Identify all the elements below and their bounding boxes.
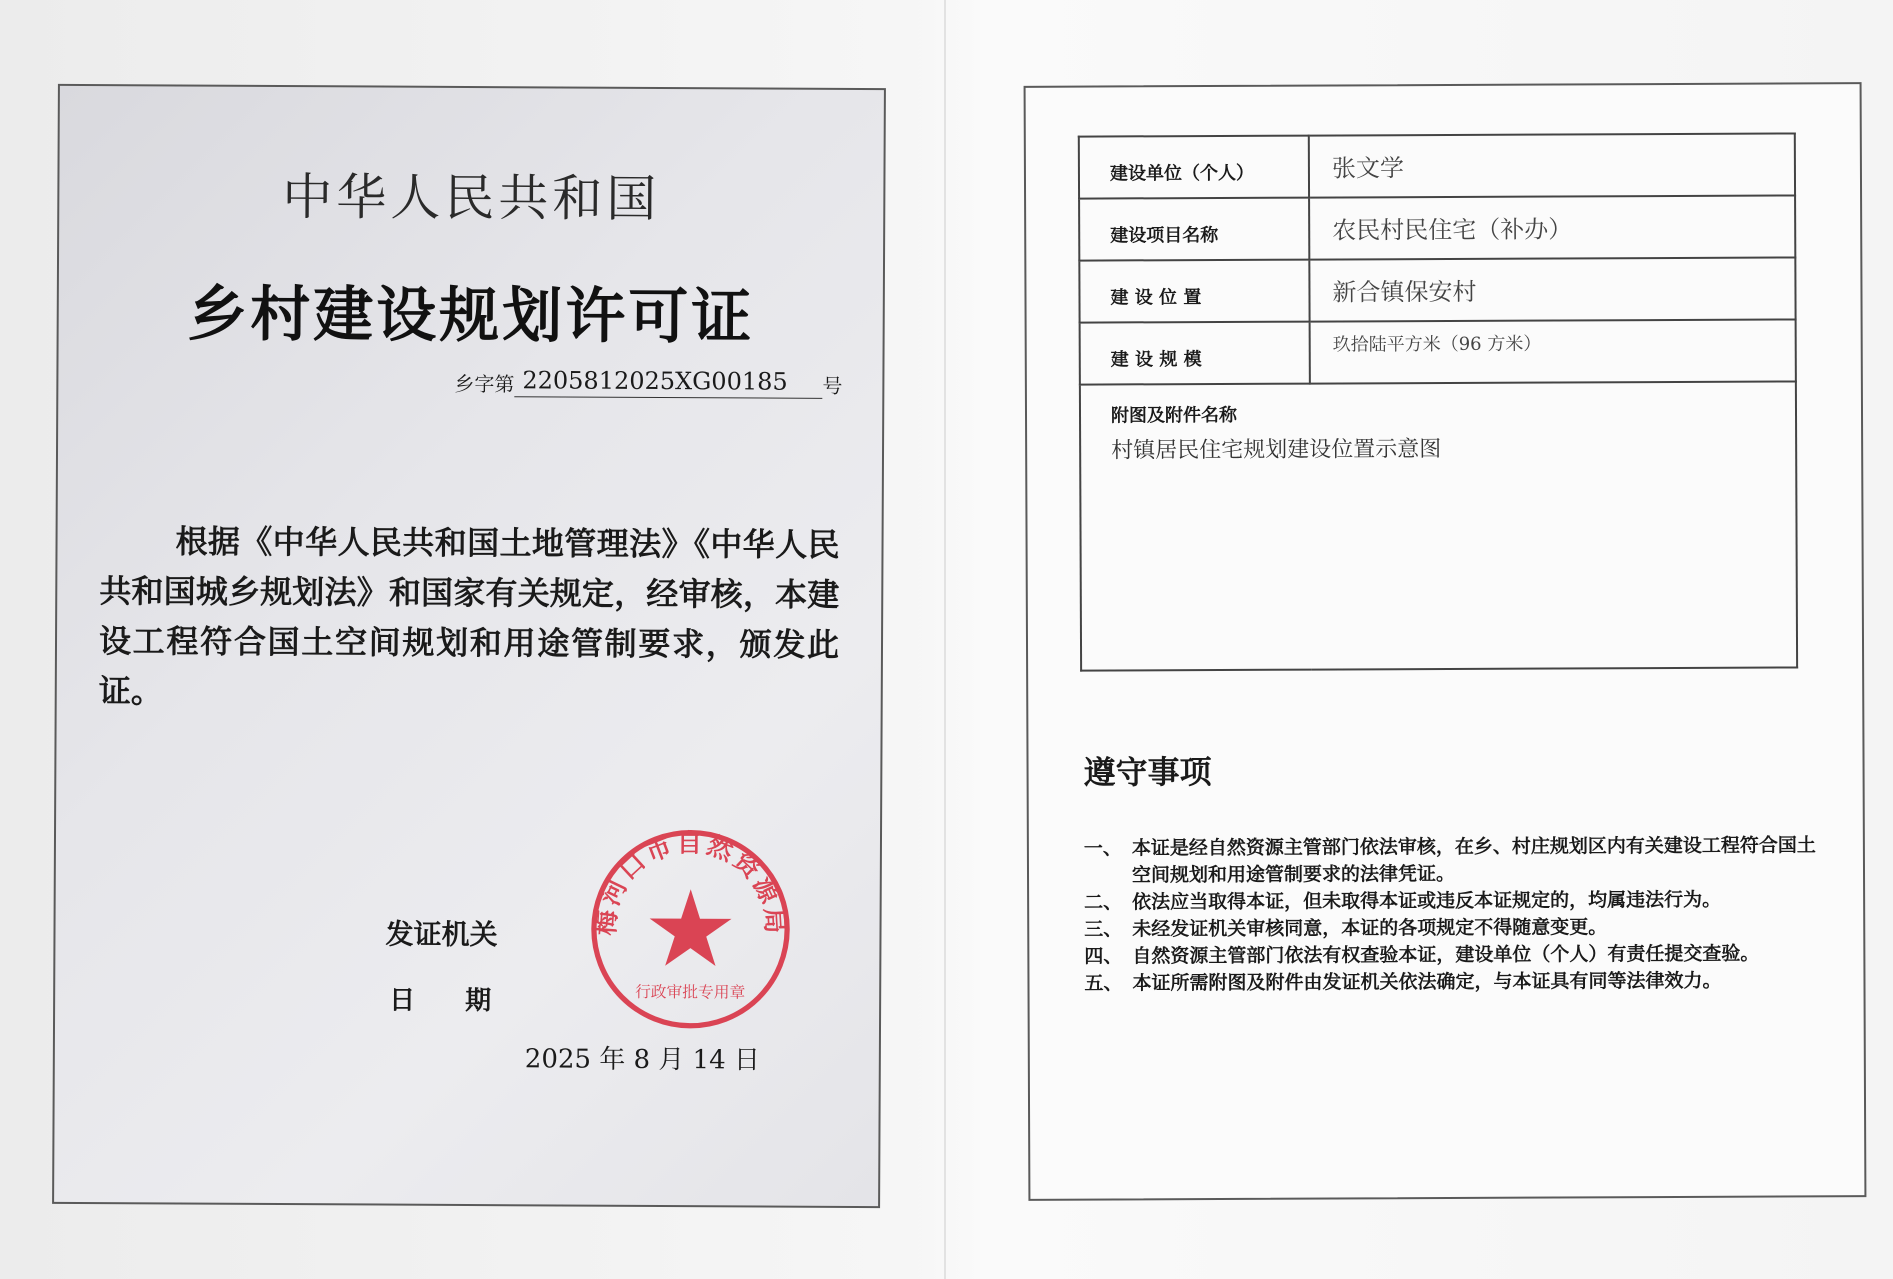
seal-text: 梅河口市自然资源局 <box>591 828 790 938</box>
row-label: 建 设 规 模 <box>1080 322 1310 385</box>
list-item <box>1084 967 1824 997</box>
seal-inner-text: 行政审批专用章 <box>635 982 746 1002</box>
star-icon <box>649 889 731 966</box>
certificate-detail-page <box>1024 82 1867 1201</box>
row-label: 建设项目名称 <box>1079 198 1309 261</box>
rule-number: 二、 <box>1084 891 1123 914</box>
country-title: 中华人民共和国 <box>282 168 661 228</box>
attachment-cell <box>1080 381 1797 670</box>
page-crease <box>944 0 946 1279</box>
issue-date: 2025 年 8 月 14 日 <box>524 1044 761 1076</box>
attachment-value: 村镇居民住宅规划建设位置示意图 <box>1111 437 1442 464</box>
rule-text: 自然资源主管部门依法有权查验本证，建设单位（个人）有责任提交查验。 <box>1132 942 1760 968</box>
number-value: 2205812025XG00185 <box>514 366 822 399</box>
certificate-title: 乡村建设规划许可证 <box>187 279 755 353</box>
list-item <box>1084 832 1824 889</box>
row-value: 张文学 <box>1309 133 1795 197</box>
certificate-number <box>454 366 842 399</box>
issuer-label: 发证机关 <box>385 917 498 952</box>
attachment-label: 附图及附件名称 <box>1110 404 1238 427</box>
attachment-row <box>1080 381 1797 670</box>
rules-title: 遵守事项 <box>1083 753 1212 792</box>
number-suffix: 号 <box>822 373 843 398</box>
row-value: 新合镇保安村 <box>1309 257 1795 321</box>
date-label: 日期 <box>389 985 542 1017</box>
table-row <box>1079 257 1795 322</box>
row-label: 建设单位（个人） <box>1079 136 1309 199</box>
list-item <box>1084 886 1824 916</box>
rule-number: 四、 <box>1084 945 1123 968</box>
rule-text: 依法应当取得本证，但未取得本证或违反本证规定的，均属违法行为。 <box>1132 888 1722 914</box>
rule-text: 未经发证机关审核同意，本证的各项规定不得随意变更。 <box>1132 916 1608 941</box>
table-row <box>1079 133 1795 198</box>
rule-number: 三、 <box>1084 918 1123 941</box>
table-row <box>1079 195 1795 260</box>
row-value: 玖拾陆平方米（96 方米） <box>1310 319 1796 383</box>
rule-text: 本证所需附图及附件由发证机关依法确定，与本证具有同等法律效力。 <box>1132 969 1722 995</box>
row-value: 农民村民住宅（补办） <box>1309 195 1795 259</box>
row-label: 建 设 位 置 <box>1079 260 1309 323</box>
number-prefix: 乡字第 <box>454 371 515 397</box>
rule-text: 本证是经自然资源主管部门依法审核，在乡、村庄规划区内有关建设工程符合国土空间规划和用途管制要求的法律凭证。 <box>1131 834 1816 887</box>
rules-list <box>1084 832 1825 997</box>
list-item <box>1084 940 1824 970</box>
rule-number: 一、 <box>1083 837 1122 860</box>
certificate-cover-page <box>52 84 886 1208</box>
official-seal <box>585 824 796 1035</box>
legal-basis-text: 根据《中华人民共和国土地管理法》《中华人民共和国城乡规划法》和国家有关规定，经审核，本建设工程符合国土空间规划和用途管制要求，颁发此证。 <box>98 522 840 711</box>
list-item <box>1084 913 1824 943</box>
table-row <box>1080 319 1796 384</box>
rule-number: 五、 <box>1084 972 1123 995</box>
project-info-table <box>1078 132 1798 671</box>
